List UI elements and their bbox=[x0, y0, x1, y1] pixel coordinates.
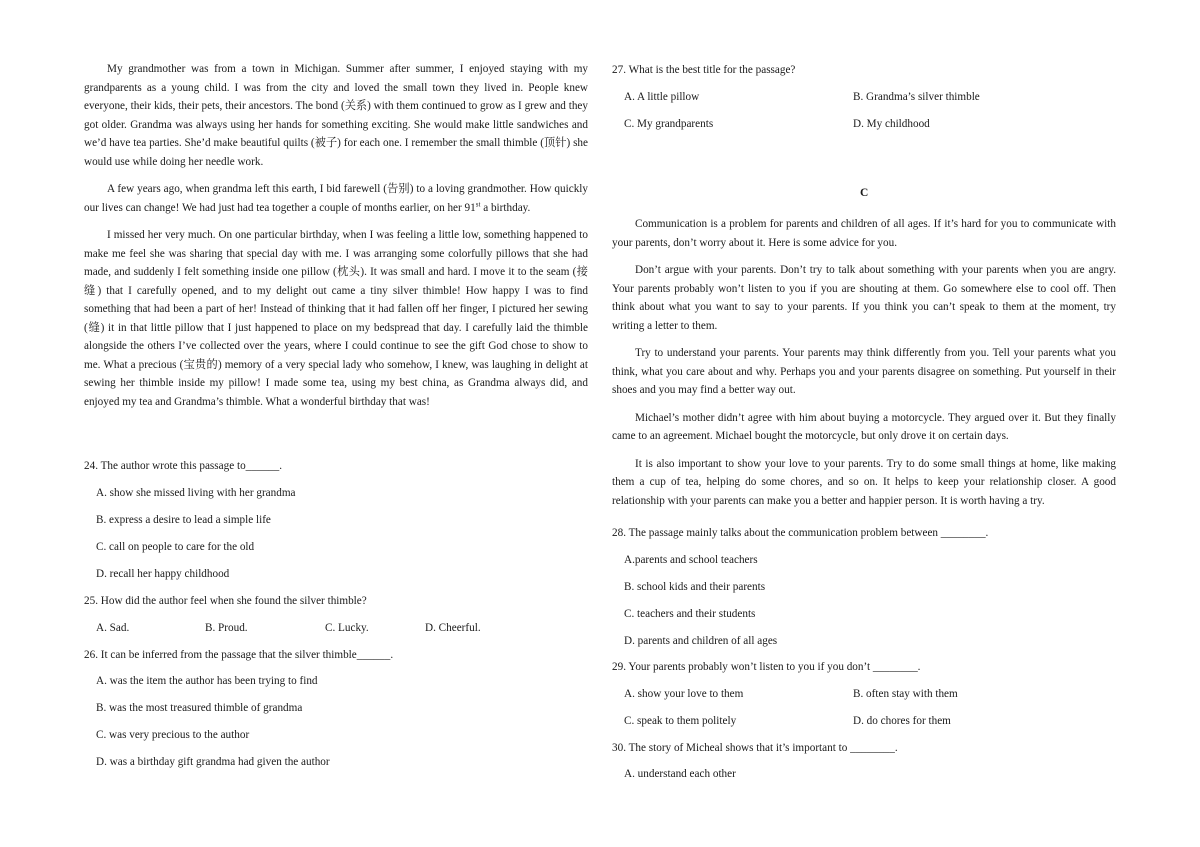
passage-c-paragraph-5: It is also important to show your love to your parents. Try to do some small things at home, like making them a cup of tea, helping do some chores, and so on. It helps to keep your relationship closer. A good relationship with your parents can make you a better and happier person. It is worth having a try. bbox=[612, 457, 1116, 507]
passage-c bbox=[612, 215, 1116, 510]
question-28-stem: 28. The passage mainly talks about the communication problem between ________. bbox=[612, 527, 989, 539]
question-25-option-b[interactable]: B. Proud. bbox=[205, 622, 248, 634]
question-26-option-d[interactable]: D. was a birthday gift grandma had given the author bbox=[96, 756, 330, 768]
passage-b-paragraph-3: I missed her very much. On one particular birthday, when I was feeling a little low, something happened to make me feel she was sharing that special day with me. I was arranging some colorfully pillows that she had made, and suddenly I felt something inside one pillow (枕头). It was small and hard. I move it to the seam (接缝) that I carefully opened, and to my delight out came a tiny silver thimble! How happy I was to find something that had been a part of her! Instead of thinking that it had fallen off her finger, I pictured her sewing (缝) it in that little pillow that I just happened to place on my bedspread that day. I carefully laid the thimble alongside the others I’ve collected over the years, where I could continue to see the gift God chose to show to me. What a precious (宝贵的) memory of a very special lady who somehow, I knew, was laughing in delight at sewing her thimble inside my pillow! I made some tea, using my best china, as Grandma always did, and enjoyed my tea and Grandma’s thimble. What a wonderful birthday that was! bbox=[84, 229, 588, 408]
question-25-option-a[interactable]: A. Sad. bbox=[96, 622, 130, 634]
passage-b bbox=[84, 60, 588, 411]
question-24-option-d[interactable]: D. recall her happy childhood bbox=[96, 568, 230, 580]
passage-c-paragraph-4: Michael’s mother didn’t agree with him about buying a motorcycle. They argued over it. But they finally came to an agreement. Michael bought the motorcycle, but only drove it on certain days. bbox=[612, 411, 1116, 442]
question-27-option-b[interactable]: B. Grandma’s silver thimble bbox=[853, 91, 980, 103]
question-24-option-c[interactable]: C. call on people to care for the old bbox=[96, 541, 255, 553]
question-24-option-b[interactable]: B. express a desire to lead a simple life bbox=[96, 514, 271, 526]
passage-b-paragraph-2-text: A few years ago, when grandma left this earth, I bid farewell (告别) to a loving grandmother. How quickly our lives can change! We had just had tea together a couple of months earlier, on her 91 bbox=[84, 183, 588, 214]
question-29-stem: 29. Your parents probably won’t listen to you if you don’t ________. bbox=[612, 661, 921, 673]
question-29-option-d[interactable]: D. do chores for them bbox=[853, 715, 951, 727]
question-24-stem: 24. The author wrote this passage to______. bbox=[84, 460, 283, 472]
question-28-option-a[interactable]: A.parents and school teachers bbox=[624, 554, 758, 566]
question-24-option-a[interactable]: A. show she missed living with her grandma bbox=[96, 487, 296, 499]
passage-b-paragraph-1: My grandmother was from a town in Michigan. Summer after summer, I enjoyed staying with my grandparents as a young child. I was from the city and loved the small town they lived in. People knew everyone, their kids, their pets, their ancestors. The bond (关系) with them continued to grow as I grew and they got older. Grandma was always using her hands for something exciting. She would make little sandwiches and we’d have tea parties. She’d make beautiful quilts (被子) for each one. I remember the small thimble (顶针) she would use while doing her needle work. bbox=[84, 63, 588, 168]
passage-b-paragraph-2 bbox=[84, 180, 588, 217]
question-27-stem: 27. What is the best title for the passage? bbox=[612, 64, 796, 76]
section-heading-c: C bbox=[860, 187, 869, 199]
passage-b-paragraph-2-tail: a birthday. bbox=[480, 201, 531, 214]
question-25-stem: 25. How did the author feel when she found the silver thimble? bbox=[84, 595, 367, 607]
question-26-option-b[interactable]: B. was the most treasured thimble of grandma bbox=[96, 702, 303, 714]
ordinal-suffix: st bbox=[475, 199, 481, 208]
question-29-option-b[interactable]: B. often stay with them bbox=[853, 688, 958, 700]
question-30-option-a[interactable]: A. understand each other bbox=[624, 768, 736, 780]
question-29-option-a[interactable]: A. show your love to them bbox=[624, 688, 744, 700]
passage-c-paragraph-3: Try to understand your parents. Your parents may think differently from you. Tell your parents what you think, what you care about and why. Perhaps you and your parents disagree on something. Put yourself in their shoes and you may find a better way out. bbox=[612, 347, 1116, 396]
question-28-option-c[interactable]: C. teachers and their students bbox=[624, 608, 756, 620]
question-25-option-c[interactable]: C. Lucky. bbox=[325, 622, 369, 634]
question-29-option-c[interactable]: C. speak to them politely bbox=[624, 715, 737, 727]
question-26-stem: 26. It can be inferred from the passage that the silver thimble______. bbox=[84, 649, 394, 661]
question-26-option-c[interactable]: C. was very precious to the author bbox=[96, 729, 250, 741]
question-28-option-d[interactable]: D. parents and children of all ages bbox=[624, 635, 778, 647]
question-27-option-c[interactable]: C. My grandparents bbox=[624, 118, 714, 130]
question-27-option-a[interactable]: A. A little pillow bbox=[624, 91, 700, 103]
question-28-option-b[interactable]: B. school kids and their parents bbox=[624, 581, 766, 593]
question-30-stem: 30. The story of Micheal shows that it’s important to ________. bbox=[612, 742, 898, 754]
passage-c-paragraph-2: Don’t argue with your parents. Don’t try to talk about something with your parents when you are angry. Your parents probably won’t listen to you if you are shouting at them. Go somewhere else to cool off. Then think about what you want to say to your parents. If you think you can’t speak to them at the moment, try writing a letter to them. bbox=[612, 264, 1116, 332]
question-25-option-d[interactable]: D. Cheerful. bbox=[425, 622, 481, 634]
question-27-option-d[interactable]: D. My childhood bbox=[853, 118, 930, 130]
question-26-option-a[interactable]: A. was the item the author has been trying to find bbox=[96, 675, 318, 687]
passage-c-paragraph-1: Communication is a problem for parents and children of all ages. If it’s hard for you to communicate with your parents, don’t worry about it. Here is some advice for you. bbox=[612, 218, 1116, 249]
